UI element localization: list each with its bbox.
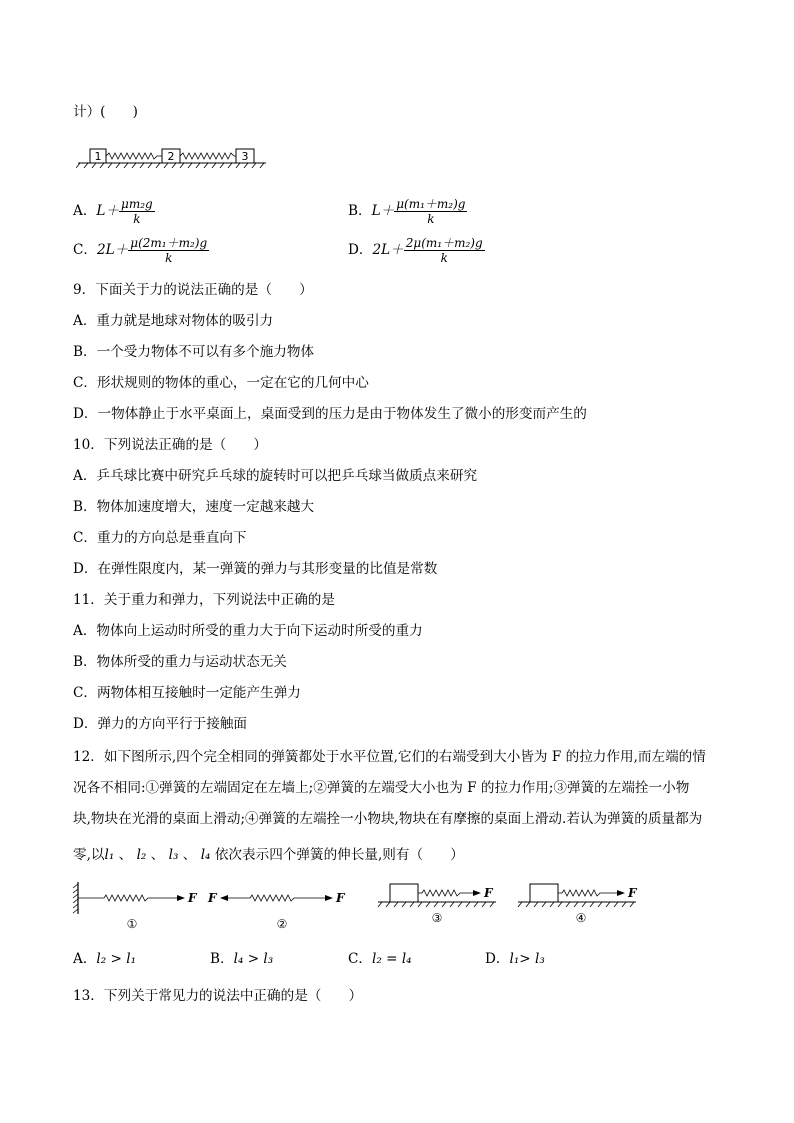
q12-stem-line-3: 块,物块在光滑的桌面上滑动;④弹簧的左端拴一小物块,物块在有摩擦的桌面上滑动.若认为弹簧的质量都为: [73, 811, 703, 827]
q11-option-d: D．弹力的方向平行于接触面: [73, 716, 248, 732]
option-label: B．: [210, 951, 234, 967]
q9-option-a: A．重力就是地球对物体的吸引力: [73, 313, 274, 329]
separator: 、: [182, 847, 197, 863]
symbol-l4: l₄: [200, 847, 211, 863]
fraction-denominator: k: [133, 212, 141, 226]
fraction-denominator: k: [427, 212, 435, 226]
q8-stem-tail: 计）( ): [73, 104, 138, 120]
q12-stem-line-1: 12．如下图所示,四个完全相同的弹簧都处于水平位置,它们的右端受到大小皆为 F 的拉力作用,而左端的情: [73, 749, 706, 765]
q10-option-a: A．乒乓球比赛中研究乒乓球的旋转时可以把乒乓球当做质点来研究: [73, 468, 478, 484]
caption-1: ①: [126, 917, 138, 930]
q12-option-b: [210, 950, 273, 968]
option-expression: l₂ = l₄: [372, 951, 412, 967]
fraction-denominator: k: [440, 251, 448, 265]
q8-blocks-springs-figure: [76, 145, 276, 173]
symbol-l3: l₃: [168, 847, 179, 863]
separator: 、: [150, 847, 165, 863]
block-label-3: 3: [241, 150, 249, 163]
text: 依次表示四个弹簧的伸长量,则有（ ）: [214, 847, 464, 863]
q11-option-b: B．物体所受的重力与运动状态无关: [73, 654, 287, 670]
q11-option-c: C．两物体相互接触时一定能产生弹力: [73, 685, 301, 701]
option-label: B．: [348, 203, 372, 219]
q12-stem-line-2: 况各不相同:①弹簧的左端固定在左墙上;②弹簧的左端受大小也为 F 的拉力作用;③弹簧的左端拴一小物: [73, 780, 690, 796]
symbol-l1: l₁: [104, 847, 115, 863]
option-prefix: 2L＋: [372, 242, 404, 258]
option-label: C．: [73, 242, 97, 258]
q10-option-b: B．物体加速度增大，速度一定越来越大: [73, 499, 315, 515]
text: 零,以: [73, 847, 105, 863]
option-label: A．: [73, 203, 97, 219]
block-label-2: 2: [167, 150, 175, 163]
fraction-numerator: μ(m₁＋m₂)g: [396, 197, 466, 211]
force-label: F: [336, 891, 345, 905]
option-label: A．: [73, 951, 97, 967]
option-label: D．: [348, 242, 373, 258]
option-expression: l₁> l₃: [509, 951, 545, 967]
separator: 、: [118, 847, 133, 863]
force-label: F: [208, 891, 217, 905]
q9-option-d: D．一物体静止于水平桌面上，桌面受到的压力是由于物体发生了微小的形变而产生的: [73, 406, 587, 422]
q11-option-a: A．物体向上运动时所受的重力大于向下运动时所受的重力: [73, 623, 423, 639]
force-label: F: [188, 891, 197, 905]
option-label: C．: [348, 951, 372, 967]
q10-stem: 10．下列说法正确的是（ ）: [73, 437, 268, 453]
q11-stem: 11．关于重力和弹力，下列说法中正确的是: [73, 592, 335, 608]
fraction: [394, 197, 467, 226]
fraction: [119, 197, 155, 226]
caption-4: ④: [575, 911, 587, 925]
q10-option-c: C．重力的方向总是垂直向下: [73, 530, 247, 546]
option-prefix: L＋: [96, 203, 120, 219]
option-expression: l₄ > l₃: [233, 951, 274, 967]
option-prefix: 2L＋: [97, 242, 129, 258]
symbol-l2: l₂: [136, 847, 147, 863]
fraction-denominator: k: [165, 251, 173, 265]
q12-option-c: [348, 950, 412, 968]
option-label: D．: [485, 951, 510, 967]
fraction-numerator: μ(2m₁＋m₂)g: [130, 236, 208, 250]
q8-option-b: [348, 197, 467, 226]
caption-2: ②: [276, 917, 288, 930]
q9-option-b: B．一个受力物体不可以有多个施力物体: [73, 344, 315, 360]
force-label: F: [484, 886, 493, 900]
q10-option-d: D．在弹性限度内，某一弹簧的弹力与其形变量的比值是常数: [73, 561, 438, 577]
fraction: [404, 236, 485, 265]
option-prefix: L＋: [371, 203, 395, 219]
option-expression: l₂ > l₁: [96, 951, 137, 967]
q12-option-a: [73, 950, 136, 968]
q9-option-c: C．形状规则的物体的重心，一定在它的几何中心: [73, 375, 369, 391]
block-label-1: 1: [94, 150, 102, 163]
fraction-numerator: 2μ(m₁＋m₂)g: [405, 236, 483, 250]
q8-option-c: [73, 236, 209, 265]
caption-3: ③: [431, 911, 443, 925]
q9-stem: 9．下面关于力的说法正确的是（ ）: [73, 282, 313, 298]
q12-option-d: [485, 950, 545, 968]
q12-springs-figure: [70, 878, 650, 930]
q8-option-d: [348, 236, 485, 265]
fraction-numerator: μm₂g: [121, 197, 153, 211]
q8-option-a: [73, 197, 155, 226]
q12-stem-line-4: [73, 846, 464, 864]
fraction: [128, 236, 209, 265]
force-label: F: [628, 886, 637, 900]
q13-stem: 13．下列关于常见力的说法中正确的是（ ）: [73, 988, 363, 1004]
